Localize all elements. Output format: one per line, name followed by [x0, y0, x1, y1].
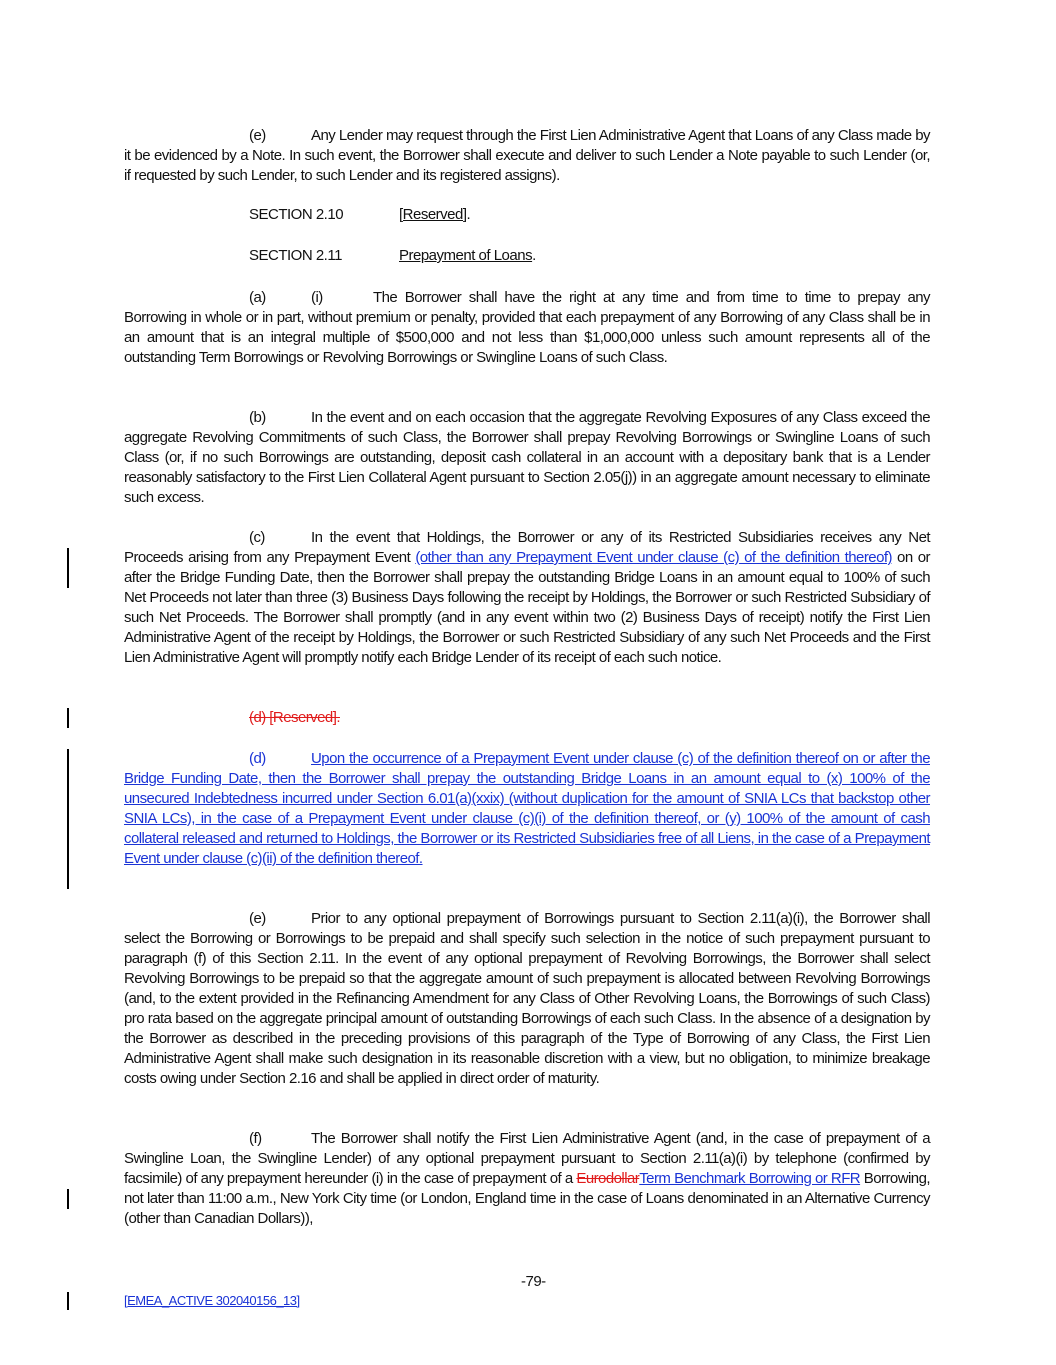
paragraph-text: The Borrower shall notify the First Lien Administrative Agent (and, in the case of prepayment of a Swingline Loan, the Swingline Lender) of any optional prepayment pursuant to Section 2.11(a)(i) by telephone (confirmed by facsimile) of any prepayment hereunder (i) in the case of prepayment of a [124, 1130, 930, 1187]
paragraph-c [124, 528, 930, 668]
footer-document-id: [EMEA_ACTIVE 302040156_13] [124, 1293, 300, 1308]
paragraph-text: Any Lender may request through the First Lien Administrative Agent that Loans of any Class made by it be evidenced by a Note. In such event, the Borrower shall execute and deliver to such Lender a Note payable to such Lender (or, if requested by such Lender, to such Lender and its registered assigns). [124, 127, 930, 184]
inserted-text: Upon the occurrence of a Prepayment Event under clause (c) of the definition thereof on or after the Bridge Funding Date, then the Borrower shall prepay the outstanding Bridge Loans in an amount equal to (x) 100% of the unsecured Indebtedness incurred under Section 6.01(a)(xxix) (without duplication for the amount of SNIA LCs that backstop other SNIA LCs), in the case of a Prepayment Event under clause (c)(i) of the definition thereof, or (y) 100% of the amount of cash collateral released and returned to Holdings, the Borrower or its Restricted Subsidiaries free of all Liens, in the case of a Prepayment Event under clause (c)(ii) of the definition thereof. [124, 750, 930, 867]
paragraph-label: (e) [249, 127, 266, 144]
section-title: Prepayment of Loans [399, 247, 533, 264]
paragraph-a [124, 288, 930, 368]
section-2-11-heading [249, 247, 536, 264]
paragraph-text: Prior to any optional prepayment of Borrowings pursuant to Section 2.11(a)(i), the Borrower shall select the Borrowing or Borrowings to be prepaid and shall specify such selection in the notice of such prepayment pursuant to paragraph (f) of this Section 2.11. In the event of any optional prepayment of Revolving Borrowings, the Borrower shall select Revolving Borrowings to be prepaid so that the aggregate amount of such prepayment is allocated between Revolving Borrowings (and, to the extent provided in the Refinancing Amendment for any Class of Other Revolving Loans, the Borrowings of such Class) pro rata based on the aggregate principal amount of outstanding Borrowings of each such Class. In the absence of a designation by the Borrower as described in the preceding provisions of this paragraph of the Type of Borrowing of any Class, the First Lien Administrative Agent shall make such designation in its reasonable discretion with a view, but no obligation, to minimize breakage costs owing under Section 2.16 and shall be applied in direct order of maturity. [124, 910, 930, 1087]
paragraph-text: The Borrower shall have the right at any time and from time to time to prepay any Borrowing in whole or in part, without premium or penalty, provided that each prepayment of any Borrowing of any Class shall be in an amount that is an integral multiple of $500,000 and not less than $1,000,000 unless such amount represents all of the outstanding Term Borrowings or Revolving Borrowings or Swingline Loans of such Class. [124, 289, 930, 366]
change-bar [67, 749, 69, 889]
section-title: [Reserved] [399, 206, 467, 223]
paragraph-b [124, 408, 930, 508]
paragraph-sublabel: (i) [311, 289, 323, 306]
section-title-wrap [399, 247, 536, 264]
paragraph-text: Borrowing, not later than 11:00 a.m., New York City time (or London, England time in the case of Loans denominated in an Alternative Currency (other than Canadian Dollars)), [124, 1170, 930, 1227]
paragraph-f [124, 1129, 930, 1229]
section-suffix: . [466, 206, 471, 223]
section-title-wrap [399, 206, 470, 223]
paragraph-label: (c) [249, 529, 265, 546]
paragraph-e [124, 126, 930, 186]
section-number: SECTION 2.10 [249, 206, 344, 223]
change-bar [67, 1189, 69, 1209]
paragraph-text: In the event and on each occasion that the aggregate Revolving Exposures of any Class exceed the aggregate Revolving Commitments of such Class, the Borrower shall prepay Revolving Borrowings or Swingline Loans of such Class (or, if no such Borrowings are outstanding, deposit cash collateral in an account with a depositary bank that is a Lender reasonably satisfactory to the First Lien Collateral Agent pursuant to Section 2.05(j)) in an aggregate amount necessary to eliminate such excess. [124, 409, 930, 506]
change-bar [67, 1292, 69, 1310]
inserted-text: Term Benchmark Borrowing or RFR [639, 1170, 861, 1187]
change-bar [67, 708, 69, 728]
paragraph-text: on or after the Bridge Funding Date, then the Borrower shall prepay the outstanding Bridge Loans in an amount equal to 100% of such Net Proceeds not later than three (3) Business Days following the receipt by Holdings, the Borrower or such Restricted Subsidiary of such Net Proceeds. The Borrower shall promptly (and in any event within two (2) Business Days of receipt) notify the First Lien Administrative Agent of the receipt by Holdings, the Borrower or such Restricted Subsidiary of any such Net Proceeds and the First Lien Administrative Agent will promptly notify each Bridge Lender of its receipt of each such notice. [124, 549, 930, 666]
paragraph-label: (b) [249, 409, 266, 426]
deleted-text: Eurodollar [576, 1170, 640, 1187]
paragraph-label: (e) [249, 910, 266, 927]
section-number: SECTION 2.11 [249, 247, 342, 264]
change-bar [67, 548, 69, 588]
page-number: -79- [521, 1273, 546, 1290]
paragraph-label: (d) [249, 750, 266, 767]
paragraph-d-inserted [124, 749, 930, 869]
section-suffix: . [532, 247, 536, 264]
paragraph-label: (a) [249, 289, 266, 306]
paragraph-label: (f) [249, 1130, 262, 1147]
paragraph-d-deleted [124, 708, 930, 728]
section-2-10-heading [249, 206, 471, 223]
paragraph-text: In the event that Holdings, the Borrower or any of its Restricted Subsidiaries receives any Net Proceeds arising from any Prepayment Event [124, 529, 930, 566]
deleted-text: (d) [Reserved]. [249, 709, 340, 726]
inserted-text: (other than any Prepayment Event under clause (c) of the definition thereof) [415, 549, 892, 566]
paragraph-e-optional [124, 909, 930, 1089]
